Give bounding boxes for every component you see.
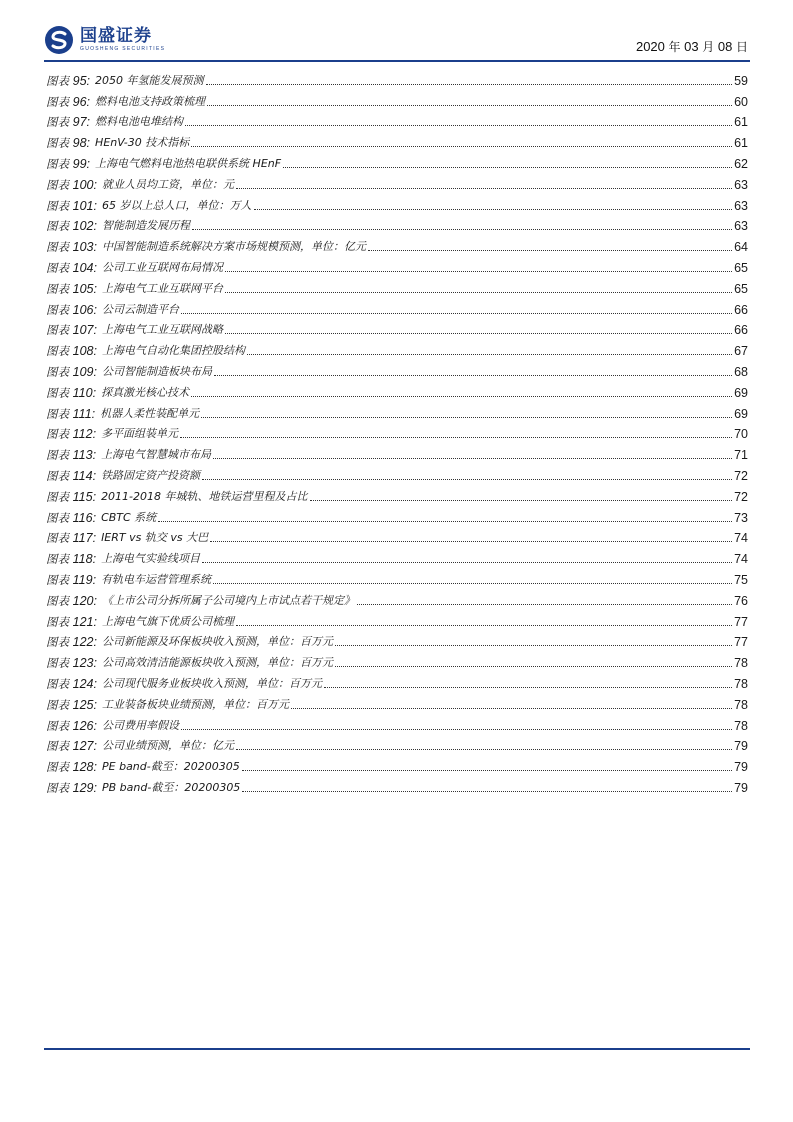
figure-prefix: 图表 xyxy=(46,739,69,754)
page-number: 63 xyxy=(734,219,748,234)
dot-leader xyxy=(291,707,732,709)
figure-label xyxy=(46,615,97,629)
figure-number: 118: xyxy=(72,552,97,567)
figure-title: 《上市公司分拆所属子公司境内上市试点若干规定》 xyxy=(102,593,355,607)
figure-number: 127: xyxy=(72,739,97,754)
figure-title: 就业人员均工资，单位：元 xyxy=(102,177,234,191)
figure-number: 96: xyxy=(72,94,91,109)
figure-label xyxy=(46,739,97,753)
toc-entry[interactable] xyxy=(46,734,748,755)
toc-entry[interactable] xyxy=(46,68,748,89)
toc-entry[interactable] xyxy=(46,297,748,318)
figure-prefix: 图表 xyxy=(46,760,69,775)
page-number: 61 xyxy=(734,136,748,151)
figure-number: 119: xyxy=(72,572,97,587)
date-year-unit: 年 xyxy=(668,40,681,54)
figure-prefix: 图表 xyxy=(46,406,69,421)
page-number: 69 xyxy=(734,385,748,400)
dot-leader xyxy=(207,104,732,106)
dot-leader xyxy=(181,312,732,314)
figure-label xyxy=(46,136,90,150)
toc-entry[interactable] xyxy=(46,172,748,193)
toc-entry[interactable] xyxy=(46,422,748,443)
figure-prefix: 图表 xyxy=(46,552,69,567)
figure-number: 97: xyxy=(72,115,91,130)
toc-entry[interactable] xyxy=(46,650,748,671)
figure-title: PE band-截至：20200305 xyxy=(102,760,240,774)
page-number: 78 xyxy=(734,697,748,712)
figure-title: 机器人柔性装配单元 xyxy=(100,406,200,420)
page-number: 59 xyxy=(734,73,748,88)
figure-title: 65 岁以上总人口，单位：万人 xyxy=(102,198,252,212)
page-number: 62 xyxy=(734,156,748,171)
figure-label xyxy=(46,719,97,733)
page-number: 74 xyxy=(734,552,748,567)
figure-prefix: 图表 xyxy=(46,656,69,671)
date-month-unit: 月 xyxy=(702,40,715,54)
figure-prefix: 图表 xyxy=(46,302,69,317)
figure-title: 上海电气自动化集团控股结构 xyxy=(102,344,245,358)
figure-number: 100: xyxy=(72,177,97,192)
figure-number: 101: xyxy=(72,198,97,213)
figure-label xyxy=(46,760,97,774)
figure-number: 98: xyxy=(72,136,91,151)
toc-entry[interactable] xyxy=(46,713,748,734)
toc-entry[interactable] xyxy=(46,255,748,276)
figure-title: IERT vs 轨交 vs 大巴 xyxy=(101,531,209,545)
figure-label xyxy=(46,407,95,421)
figure-prefix: 图表 xyxy=(46,219,69,234)
dot-leader xyxy=(201,416,732,418)
dot-leader xyxy=(236,748,732,750)
figure-label xyxy=(46,323,97,337)
figure-number: 128: xyxy=(72,760,97,775)
figure-label xyxy=(46,656,97,670)
figure-prefix: 图表 xyxy=(46,73,69,88)
figure-label xyxy=(46,573,96,587)
figure-prefix: 图表 xyxy=(46,240,69,255)
company-name-cn: 国盛证券 xyxy=(80,26,152,46)
dot-leader xyxy=(225,332,732,334)
figure-number: 122: xyxy=(72,635,97,650)
figure-prefix: 图表 xyxy=(46,344,69,359)
toc-entry[interactable] xyxy=(46,588,748,609)
date-day-unit: 日 xyxy=(735,40,748,54)
page-number: 72 xyxy=(734,468,748,483)
dot-leader xyxy=(236,187,732,189)
figure-label xyxy=(46,365,97,379)
figure-label xyxy=(46,677,97,691)
toc-entry[interactable] xyxy=(46,338,748,359)
toc-entry[interactable] xyxy=(46,609,748,630)
page-number: 67 xyxy=(734,344,748,359)
toc-entry[interactable] xyxy=(46,318,748,339)
figure-label xyxy=(46,531,96,545)
figure-number: 108: xyxy=(72,344,97,359)
figure-prefix: 图表 xyxy=(46,614,69,629)
figure-number: 126: xyxy=(72,718,97,733)
toc-entry[interactable] xyxy=(46,130,748,151)
toc-entry[interactable] xyxy=(46,276,748,297)
page-number: 76 xyxy=(734,593,748,608)
toc-entry[interactable] xyxy=(46,151,748,172)
figure-title: CBTC 系统 xyxy=(101,510,157,524)
page-number: 70 xyxy=(734,427,748,442)
figure-number: 107: xyxy=(72,323,97,338)
figure-label xyxy=(46,698,97,712)
toc-entry[interactable] xyxy=(46,526,748,547)
page-number: 77 xyxy=(734,614,748,629)
figure-title: 燃料电池支持政策梳理 xyxy=(95,94,206,108)
date-day: 08 xyxy=(717,39,733,54)
figure-prefix: 图表 xyxy=(46,260,69,275)
figure-label xyxy=(46,552,96,566)
figure-title: 有轨电车运营管理系统 xyxy=(101,572,212,586)
figure-title: 铁路固定资产投资额 xyxy=(101,468,201,482)
page-number: 75 xyxy=(734,572,748,587)
toc-entry[interactable] xyxy=(46,234,748,255)
toc-entry[interactable] xyxy=(46,754,748,775)
figure-prefix: 图表 xyxy=(46,177,69,192)
page-number: 65 xyxy=(734,260,748,275)
dot-leader xyxy=(324,686,732,688)
header-divider xyxy=(44,60,750,62)
figure-number: 125: xyxy=(72,697,97,712)
figure-label xyxy=(46,157,90,171)
figure-title: 探真激光核心技术 xyxy=(101,385,190,399)
figure-prefix: 图表 xyxy=(46,676,69,691)
dot-leader xyxy=(310,499,733,501)
dot-leader xyxy=(242,790,732,792)
toc-entry[interactable] xyxy=(46,380,748,401)
figure-number: 112: xyxy=(72,427,97,442)
figure-title: 上海电气燃料电池热电联供系统 HEnF xyxy=(95,156,282,170)
figure-prefix: 图表 xyxy=(46,780,69,795)
dot-leader xyxy=(191,145,732,147)
dot-leader xyxy=(202,561,732,563)
figure-label xyxy=(46,199,97,213)
page-number: 66 xyxy=(734,323,748,338)
dot-leader xyxy=(214,374,732,376)
toc-entry[interactable] xyxy=(46,567,748,588)
figure-prefix: 图表 xyxy=(46,531,69,546)
figure-number: 104: xyxy=(72,260,97,275)
figure-number: 124: xyxy=(72,676,97,691)
figure-label xyxy=(46,178,97,192)
figure-label xyxy=(46,635,97,649)
figure-title: 公司业绩预测，单位：亿元 xyxy=(102,739,234,753)
figure-title: 2050 年氢能发展预测 xyxy=(95,73,204,87)
page-number: 79 xyxy=(734,780,748,795)
dot-leader xyxy=(213,457,732,459)
figure-title: 上海电气旗下优质公司梳理 xyxy=(102,614,234,628)
page-number: 65 xyxy=(734,281,748,296)
figure-label xyxy=(46,74,90,88)
dot-leader xyxy=(225,270,732,272)
dot-leader xyxy=(254,208,733,210)
figure-prefix: 图表 xyxy=(46,593,69,608)
dot-leader xyxy=(206,83,733,85)
guosheng-logo-icon xyxy=(44,25,74,55)
figure-prefix: 图表 xyxy=(46,510,69,525)
figure-title: 公司高效清洁能源板块收入预测，单位：百万元 xyxy=(102,656,333,670)
dot-leader xyxy=(247,353,732,355)
toc-entry[interactable] xyxy=(46,214,748,235)
page-number: 78 xyxy=(734,718,748,733)
page-number: 78 xyxy=(734,656,748,671)
figure-prefix: 图表 xyxy=(46,156,69,171)
date-year: 2020 xyxy=(635,39,665,54)
figure-number: 106: xyxy=(72,302,97,317)
figure-prefix: 图表 xyxy=(46,115,69,130)
figure-title: 多平面组装单元 xyxy=(101,427,179,441)
page-number: 79 xyxy=(734,760,748,775)
figure-label xyxy=(46,594,97,608)
figure-label xyxy=(46,282,97,296)
dot-leader xyxy=(180,436,732,438)
figure-label xyxy=(46,490,96,504)
figure-prefix: 图表 xyxy=(46,198,69,213)
page-header xyxy=(44,24,750,58)
page-number: 69 xyxy=(734,406,748,421)
dot-leader xyxy=(192,228,732,230)
figure-number: 120: xyxy=(72,593,97,608)
company-logo xyxy=(44,24,165,56)
figure-prefix: 图表 xyxy=(46,468,69,483)
page-number: 77 xyxy=(734,635,748,650)
figure-number: 116: xyxy=(72,510,97,525)
figure-number: 121: xyxy=(72,614,97,629)
toc-entry[interactable] xyxy=(46,692,748,713)
figure-number: 113: xyxy=(72,448,97,463)
date-month: 03 xyxy=(684,39,699,54)
figure-title: 中国智能制造系统解决方案市场规模预测，单位：亿元 xyxy=(102,240,366,254)
figure-prefix: 图表 xyxy=(46,635,69,650)
dot-leader xyxy=(335,644,732,646)
dot-leader xyxy=(185,124,732,126)
figure-label xyxy=(46,386,96,400)
figure-title: 上海电气工业互联网战略 xyxy=(102,323,223,337)
figure-number: 103: xyxy=(72,240,97,255)
footer-divider xyxy=(44,1048,750,1050)
figure-number: 123: xyxy=(72,656,97,671)
figure-prefix: 图表 xyxy=(46,697,69,712)
figure-prefix: 图表 xyxy=(46,323,69,338)
figure-number: 114: xyxy=(72,468,97,483)
figure-number: 129: xyxy=(72,780,97,795)
figure-label xyxy=(46,781,97,795)
figure-title: 公司费用率假设 xyxy=(102,718,179,732)
figure-number: 111: xyxy=(72,406,96,421)
figure-label xyxy=(46,469,96,483)
figure-label xyxy=(46,95,90,109)
page-number: 71 xyxy=(734,448,748,463)
dot-leader xyxy=(191,395,732,397)
figure-number: 105: xyxy=(72,281,97,296)
company-name-en: GUOSHENG SECURITIES xyxy=(80,46,166,52)
dot-leader xyxy=(158,520,732,522)
page-number: 61 xyxy=(734,115,748,130)
page-number: 60 xyxy=(734,94,748,109)
page-number: 66 xyxy=(734,302,748,317)
figure-title: 燃料电池电堆结构 xyxy=(95,115,184,129)
figure-number: 99: xyxy=(72,156,91,171)
report-date xyxy=(636,38,748,55)
figure-title: 公司现代服务业板块收入预测，单位：百万元 xyxy=(102,676,322,690)
toc-entry[interactable] xyxy=(46,89,748,110)
figure-prefix: 图表 xyxy=(46,489,69,504)
figure-label xyxy=(46,219,97,233)
figure-title: 公司工业互联网布局情况 xyxy=(102,260,223,274)
figure-title: 上海电气智慧城市布局 xyxy=(101,448,212,462)
figure-number: 109: xyxy=(72,364,97,379)
figure-prefix: 图表 xyxy=(46,448,69,463)
toc-entry[interactable] xyxy=(46,671,748,692)
figure-prefix: 图表 xyxy=(46,427,69,442)
figure-label xyxy=(46,511,96,525)
page-number: 79 xyxy=(734,739,748,754)
dot-leader xyxy=(213,582,732,584)
page-number: 73 xyxy=(734,510,748,525)
figure-label xyxy=(46,115,90,129)
figure-number: 102: xyxy=(72,219,97,234)
figure-prefix: 图表 xyxy=(46,136,69,151)
figure-number: 117: xyxy=(72,531,97,546)
dot-leader xyxy=(368,249,732,251)
page-number: 74 xyxy=(734,531,748,546)
figure-prefix: 图表 xyxy=(46,385,69,400)
figure-label xyxy=(46,261,97,275)
figure-prefix: 图表 xyxy=(46,94,69,109)
dot-leader xyxy=(202,478,732,480)
figure-title: 智能制造发展历程 xyxy=(102,219,190,233)
figure-number: 115: xyxy=(72,489,97,504)
figure-title: 工业装备板块业绩预测，单位：百万元 xyxy=(102,697,289,711)
dot-leader xyxy=(225,291,732,293)
figure-number: 110: xyxy=(72,385,97,400)
figure-title: 公司新能源及环保板块收入预测，单位：百万元 xyxy=(102,635,333,649)
figure-label xyxy=(46,427,96,441)
figure-label xyxy=(46,303,97,317)
figure-label xyxy=(46,344,97,358)
dot-leader xyxy=(181,728,732,730)
toc-entry[interactable] xyxy=(46,630,748,651)
page-number: 68 xyxy=(734,364,748,379)
figure-title: 上海电气工业互联网平台 xyxy=(102,281,223,295)
figure-title: 2011-2018 年城轨、地铁运营里程及占比 xyxy=(101,489,308,503)
toc-entry[interactable] xyxy=(46,401,748,422)
dot-leader xyxy=(283,166,732,168)
toc-entry[interactable] xyxy=(46,110,748,131)
toc-entry[interactable] xyxy=(46,359,748,380)
toc-entry[interactable] xyxy=(46,463,748,484)
toc-entry[interactable] xyxy=(46,442,748,463)
figure-prefix: 图表 xyxy=(46,572,69,587)
page-number: 78 xyxy=(734,676,748,691)
figure-number: 95: xyxy=(72,73,91,88)
dot-leader xyxy=(236,624,732,626)
figure-title: PB band-截至：20200305 xyxy=(102,780,241,794)
figure-title: 上海电气实验线项目 xyxy=(101,552,201,566)
figure-prefix: 图表 xyxy=(46,281,69,296)
toc-entry[interactable] xyxy=(46,484,748,505)
figure-list xyxy=(46,68,748,796)
dot-leader xyxy=(210,540,732,542)
page-number: 64 xyxy=(734,240,748,255)
toc-entry[interactable] xyxy=(46,193,748,214)
figure-title: HEnV-30 技术指标 xyxy=(95,136,190,150)
figure-prefix: 图表 xyxy=(46,718,69,733)
page-number: 63 xyxy=(734,198,748,213)
dot-leader xyxy=(242,769,732,771)
page-number: 72 xyxy=(734,489,748,504)
figure-label xyxy=(46,240,97,254)
dot-leader xyxy=(335,665,732,667)
toc-entry[interactable] xyxy=(46,546,748,567)
figure-title: 公司云制造平台 xyxy=(102,302,179,316)
toc-entry[interactable] xyxy=(46,505,748,526)
page-number: 63 xyxy=(734,177,748,192)
figure-title: 公司智能制造板块布局 xyxy=(102,364,212,378)
figure-prefix: 图表 xyxy=(46,364,69,379)
dot-leader xyxy=(357,603,732,605)
toc-entry[interactable] xyxy=(46,775,748,796)
figure-label xyxy=(46,448,96,462)
